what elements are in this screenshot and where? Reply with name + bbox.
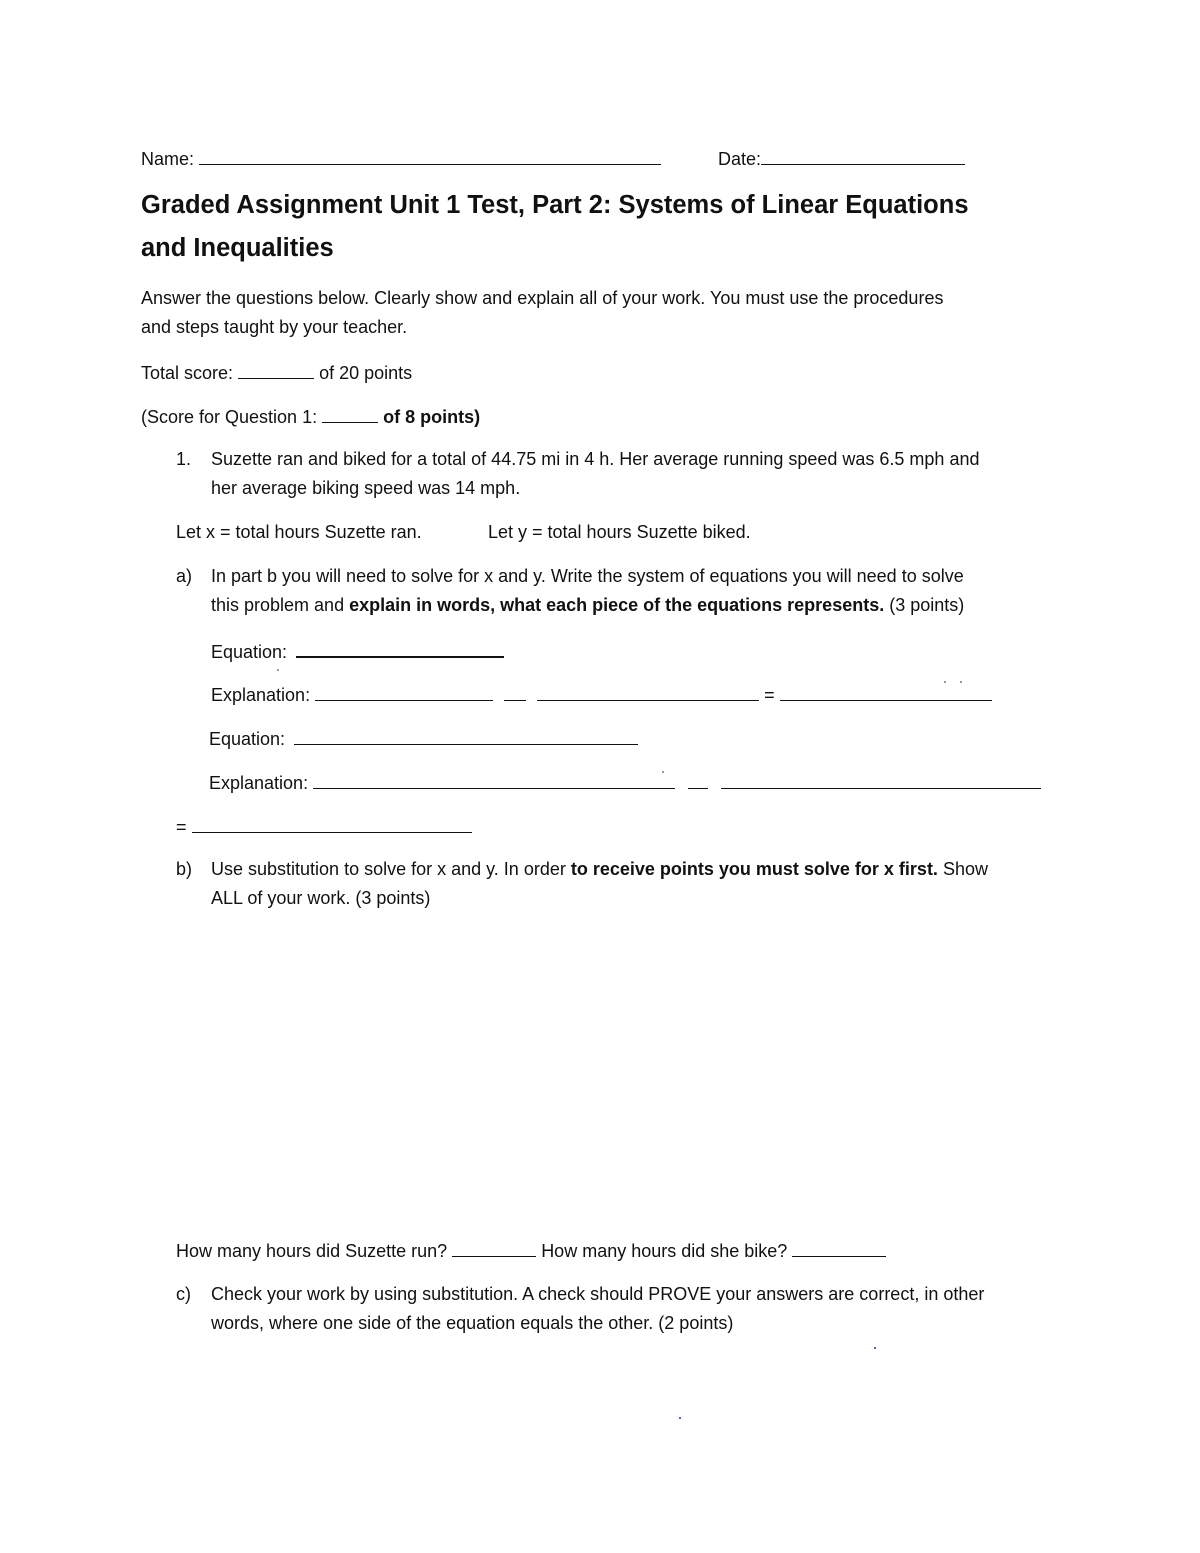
x-definition: Let x = total hours Suzette ran.: [176, 522, 422, 542]
stray-mark: [874, 1347, 876, 1349]
stray-mark: [277, 669, 279, 671]
part-c-work-area[interactable]: [176, 1345, 1056, 1525]
part-c-line-2: words, where one side of the equation equals the other. (2 points): [211, 1313, 734, 1333]
explanation-2-blank-b[interactable]: [721, 770, 1041, 789]
part-c-line-1: Check your work by using substitution. A check should PROVE your answers are correct, in other: [211, 1284, 985, 1304]
hours-bike-blank[interactable]: [792, 1238, 886, 1257]
explanation-2-label: Explanation:: [209, 773, 309, 793]
part-a-label: a): [176, 566, 193, 586]
part-b-label: b): [176, 859, 193, 879]
part-a-line-1: In part b you will need to solve for x and y. Write the system of equations you will need to solve: [211, 566, 964, 586]
hours-run-question: How many hours did Suzette run?: [176, 1241, 448, 1261]
explanation-2-equals: =: [176, 817, 187, 837]
hours-question-row: [176, 1238, 886, 1262]
stray-mark: [679, 1417, 681, 1419]
name-input-line[interactable]: [199, 146, 661, 165]
y-definition: Let y = total hours Suzette biked.: [488, 522, 751, 542]
q1-score-suffix: of 8 points): [383, 407, 481, 427]
total-score-suffix: of 20 points: [319, 363, 413, 383]
explanation-2-continued-row: [176, 814, 472, 838]
part-b-line-1: [211, 858, 988, 880]
total-score-blank[interactable]: [238, 360, 314, 379]
page-title-line-2: and Inequalities: [141, 234, 334, 262]
date-input-line[interactable]: [761, 146, 965, 165]
explanation-1-blank-operator[interactable]: [504, 682, 526, 701]
explanation-1-blank-a[interactable]: [315, 682, 493, 701]
explanation-1-blank-b[interactable]: [537, 682, 759, 701]
total-score-row: [141, 360, 412, 384]
part-a-line-2-bold: explain in words, what each piece of the equations represents.: [349, 595, 885, 615]
stray-mark: [944, 681, 946, 683]
hours-run-blank[interactable]: [452, 1238, 536, 1257]
hours-bike-question: How many hours did she bike?: [541, 1241, 788, 1261]
part-b-line-2: ALL of your work. (3 points): [211, 888, 431, 908]
explanation-2-blank-c[interactable]: [192, 814, 472, 833]
explanation-2-row: [209, 770, 1041, 794]
part-b-line-1-end: Show: [937, 859, 988, 879]
name-label: Name:: [141, 149, 195, 169]
question-1-line-1: Suzette ran and biked for a total of 44.75 mi in 4 h. Her average running speed was 6.5 mph and: [211, 449, 980, 469]
equation-1-row: [211, 638, 504, 663]
q1-score-blank[interactable]: [322, 404, 378, 423]
date-label: Date:: [718, 149, 762, 169]
date-field-row: [718, 146, 965, 170]
instructions-line-2: and steps taught by your teacher.: [141, 317, 408, 337]
explanation-1-blank-c[interactable]: [780, 682, 992, 701]
equation-2-row: [209, 726, 638, 750]
stray-mark: [960, 681, 962, 683]
part-b-line-1-bold: to receive points you must solve for x first.: [570, 859, 938, 879]
q1-score-label: (Score for Question 1:: [141, 407, 318, 427]
equation-1-label: Equation:: [211, 642, 288, 662]
explanation-1-equals: =: [764, 685, 775, 705]
explanation-2-blank-a[interactable]: [313, 770, 675, 789]
q1-score-row: [141, 404, 480, 428]
explanation-2-blank-operator[interactable]: [688, 770, 708, 789]
part-a-line-2: [211, 594, 964, 616]
page-title-line-1: Graded Assignment Unit 1 Test, Part 2: Systems of Linear Equations: [141, 191, 969, 219]
name-field-row: [141, 146, 661, 170]
question-1-line-2: her average biking speed was 14 mph.: [211, 478, 521, 498]
equation-2-label: Equation:: [209, 729, 286, 749]
part-a-line-2-points: (3 points): [884, 595, 965, 615]
stray-mark: [662, 771, 664, 773]
part-b-line-1-plain: Use substitution to solve for x and y. In order: [211, 859, 571, 879]
equation-1-blank[interactable]: [296, 638, 504, 658]
part-b-work-area[interactable]: [176, 920, 1056, 1230]
explanation-1-row: [211, 682, 992, 706]
equation-2-blank[interactable]: [294, 726, 638, 745]
part-a-line-2-plain: this problem and: [211, 595, 350, 615]
explanation-1-label: Explanation:: [211, 685, 311, 705]
question-1-number: 1.: [176, 449, 192, 469]
total-score-label: Total score:: [141, 363, 234, 383]
part-c-label: c): [176, 1284, 191, 1304]
instructions-line-1: Answer the questions below. Clearly show and explain all of your work. You must use the procedures: [141, 288, 944, 308]
